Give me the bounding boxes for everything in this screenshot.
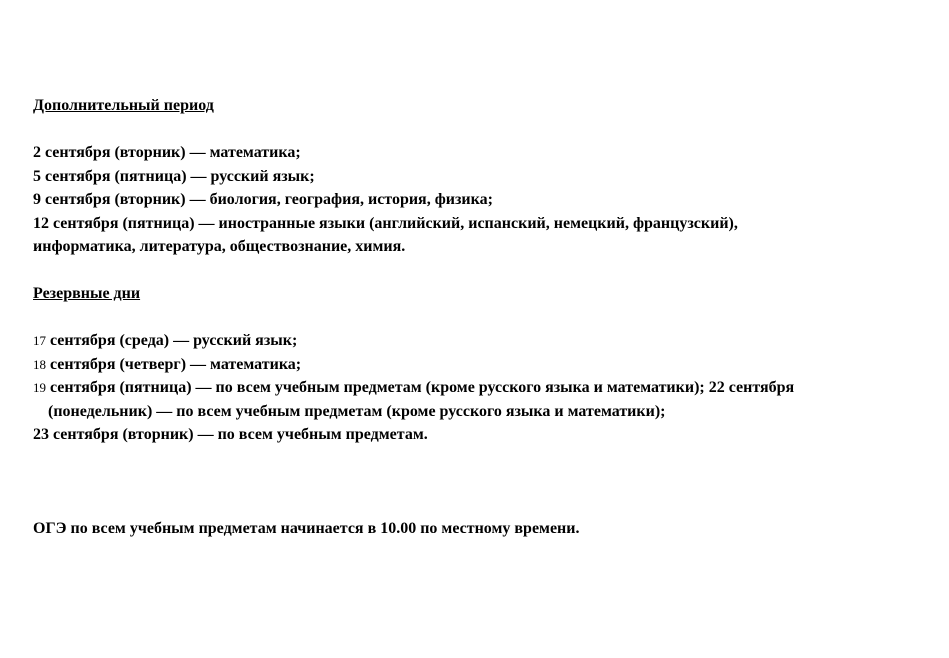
reserve-day-number: 18 [33, 356, 46, 372]
reserve-days-heading: Резервные дни [33, 285, 141, 302]
additional-line-2: 5 сентября (пятница) — русский язык; [33, 167, 315, 185]
spacer [33, 447, 923, 517]
document-page [33, 94, 923, 540]
reserve-line-continuation: (понедельник) — по всем учебным предметам (кроме русского языка и математики); [48, 402, 666, 420]
additional-period-heading: Дополнительный период [33, 97, 214, 114]
additional-line-4: 12 сентября (пятница) — иностранные языки (английский, испанский, немецкий, французский), [33, 214, 738, 232]
exam-start-note: ОГЭ по всем учебным предметам начинается в 10.00 по местному времени. [33, 519, 580, 537]
spacer [33, 306, 923, 330]
reserve-day-text: сентября (пятница) — по всем учебным предметам (кроме русского языка и математики); 22 сентября [46, 379, 795, 396]
reserve-line-3 [33, 376, 923, 400]
reserve-day-number: 19 [33, 380, 46, 395]
additional-line-1: 2 сентября (вторник) — математика; [33, 144, 301, 161]
reserve-day-text: сентября (четверг) — математика; [46, 355, 302, 373]
reserve-line-2 [33, 353, 923, 377]
reserve-line-last: 23 сентября (вторник) — по всем учебным предметам. [33, 426, 428, 443]
additional-line-5: информатика, литература, обществознание, химия. [33, 238, 406, 255]
additional-line-3: 9 сентября (вторник) — биология, география, история, физика; [33, 191, 493, 208]
spacer [33, 118, 923, 142]
reserve-line-1 [33, 329, 923, 353]
reserve-day-text: сентября (среда) — русский язык; [46, 332, 298, 349]
spacer [33, 259, 923, 283]
reserve-day-number: 17 [33, 333, 46, 348]
